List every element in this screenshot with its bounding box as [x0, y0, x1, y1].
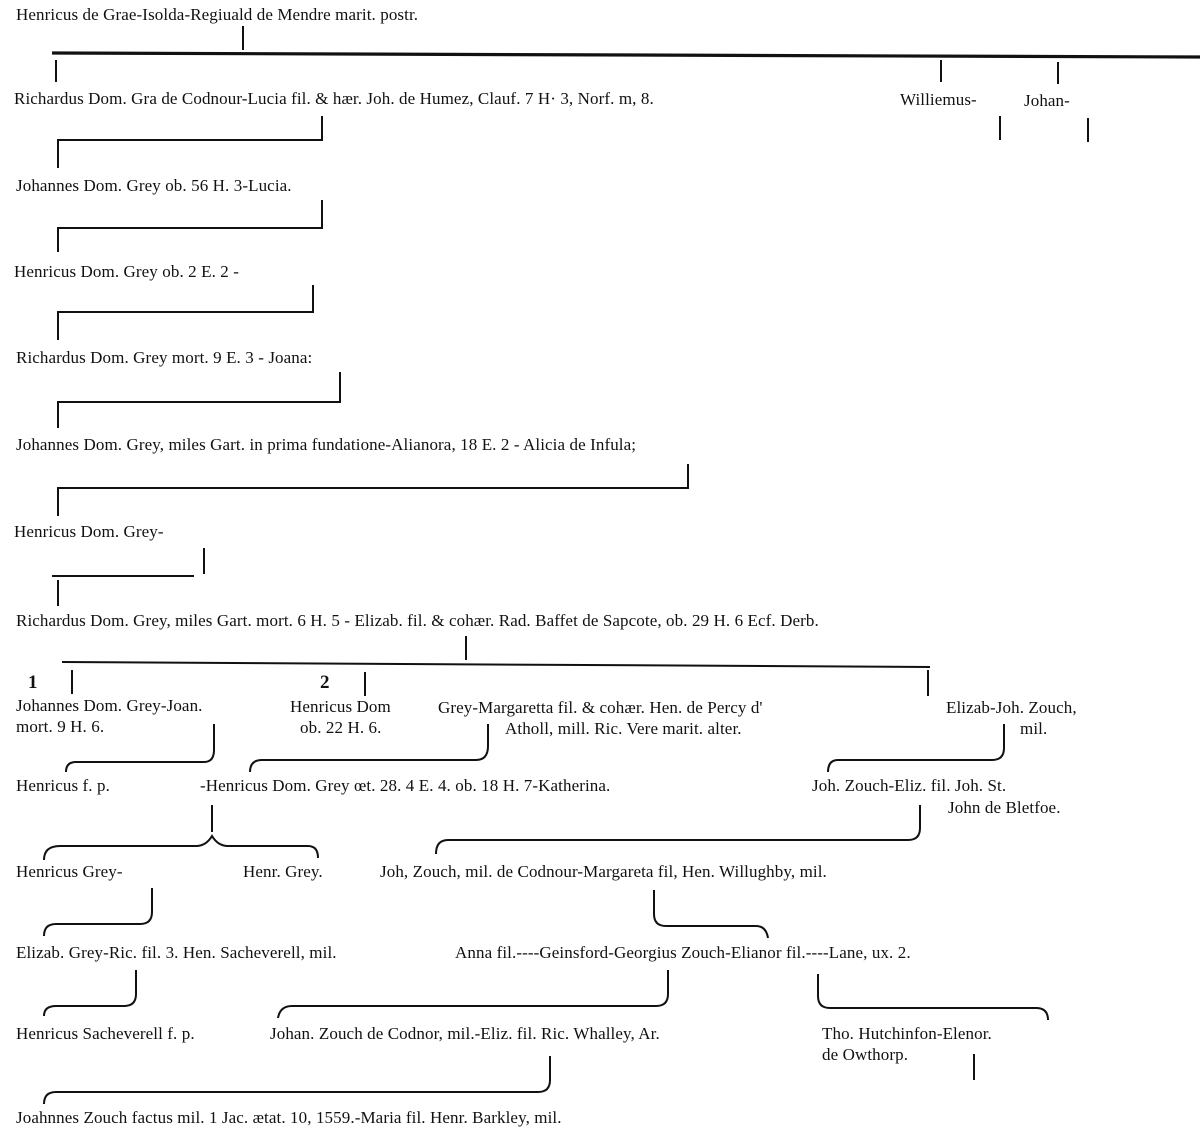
johannes-grey-entry: Johannes Dom. Grey ob. 56 H. 3-Lucia.: [16, 176, 292, 195]
georgius-zouch-entry: Anna fil.----Geinsford-Georgius Zouch-Elianor fil.----Lane, ux. 2.: [455, 943, 911, 962]
hutchinson-entry: Tho. Hutchinfon-Elenor.: [822, 1024, 992, 1043]
joh-zouch-codnour-entry: Joh, Zouch, mil. de Codnour-Margareta fil, Hen. Willughby, mil.: [380, 862, 827, 881]
henricus-grey-entry: Henricus Dom. Grey ob. 2 E. 2 -: [14, 262, 239, 281]
sibling-bar: [52, 53, 1200, 57]
descent-line: [44, 836, 318, 860]
williemus-entry: Williemus-: [900, 90, 977, 109]
richardus-grey-gart-entry: Richardus Dom. Grey, miles Gart. mort. 6 H. 5 - Elizab. fil. & cohær. Rad. Baffet de Sapcote, ob. 29 H. 6 Ecf. Derb.: [16, 611, 819, 630]
descent-line: [58, 200, 322, 252]
henricus-grey-line-entry: Henricus Grey-: [16, 862, 123, 881]
henricus-sacheverell-entry: Henricus Sacheverell f. p.: [16, 1024, 195, 1043]
hutchinson-owthorp: de Owthorp.: [822, 1045, 909, 1064]
johannes-grey-gart-entry: Johannes Dom. Grey, miles Gart. in prima fundatione-Alianora, 18 E. 2 - Alicia de Infula;: [16, 435, 637, 454]
descent-line: [44, 888, 152, 936]
johannes-grey-joan-entry: Johannes Dom. Grey-Joan.: [16, 696, 203, 715]
descent-line: [44, 1056, 550, 1104]
margaretta-entry: Grey-Margaretta fil. & cohær. Hen. de Percy d': [438, 698, 763, 717]
henricus-de-grae-entry: Henricus de Grae-Isolda-Regiuald de Mendre marit. postr.: [16, 5, 419, 24]
johan-zouch-codnor-entry: Johan. Zouch de Codnor, mil.-Eliz. fil. Ric. Whalley, Ar.: [270, 1024, 660, 1043]
margaretta-entry-cont: Atholl, mill. Ric. Vere marit. alter.: [505, 719, 742, 738]
henricus-dom-grey-katherina-entry: -Henricus Dom. Grey œt. 28. 4 E. 4. ob. 18 H. 7-Katherina.: [200, 776, 611, 795]
henricus-sp-entry: Henricus f. p.: [16, 776, 110, 795]
sibling-bar: [62, 662, 930, 667]
child-number-2: 2: [320, 672, 330, 693]
richardus-grey-entry: Richardus Dom. Grey mort. 9 E. 3 - Joana:: [16, 348, 313, 367]
joahnnes-zouch-entry: Joahnnes Zouch factus mil. 1 Jac. ætat. 10, 1559.-Maria fil. Henr. Barkley, mil.: [16, 1108, 562, 1127]
descent-line: [44, 970, 136, 1016]
henr-grey-entry: Henr. Grey.: [243, 862, 323, 881]
descent-line: [58, 116, 322, 168]
descent-line: [654, 890, 768, 938]
descent-line: [58, 464, 688, 516]
descent-line: [58, 372, 340, 428]
henricus-dom-entry: Henricus Dom: [290, 697, 391, 716]
descent-line: [436, 805, 920, 854]
johannes-grey-joan-date: mort. 9 H. 6.: [16, 717, 105, 736]
joh-zouch-eliz-entry: Joh. Zouch-Eliz. fil. Joh. St.: [812, 776, 1007, 795]
joh-zouch-eliz-cont: John de Bletfoe.: [948, 798, 1061, 817]
elizab-grey-sacheverell-entry: Elizab. Grey-Ric. fil. 3. Hen. Sacheverell, mil.: [16, 943, 337, 962]
elizab-zouch-entry: Elizab-Joh. Zouch,: [946, 698, 1077, 717]
henricus-dom-date: ob. 22 H. 6.: [300, 718, 382, 737]
descent-line: [818, 974, 1048, 1020]
descent-line: [828, 724, 1004, 772]
henricus-grey-entry-2: Henricus Dom. Grey-: [14, 522, 164, 541]
elizab-zouch-mil: mil.: [1020, 719, 1048, 738]
johan-entry: Johan-: [1024, 91, 1070, 110]
child-number-1: 1: [28, 672, 38, 693]
descent-line: [278, 970, 668, 1018]
richardus-gra-entry: Richardus Dom. Gra de Codnour-Lucia fil. & hær. Joh. de Humez, Clauf. 7 H· 3, Norf. m, 8.: [14, 89, 654, 108]
descent-line: [58, 285, 313, 340]
